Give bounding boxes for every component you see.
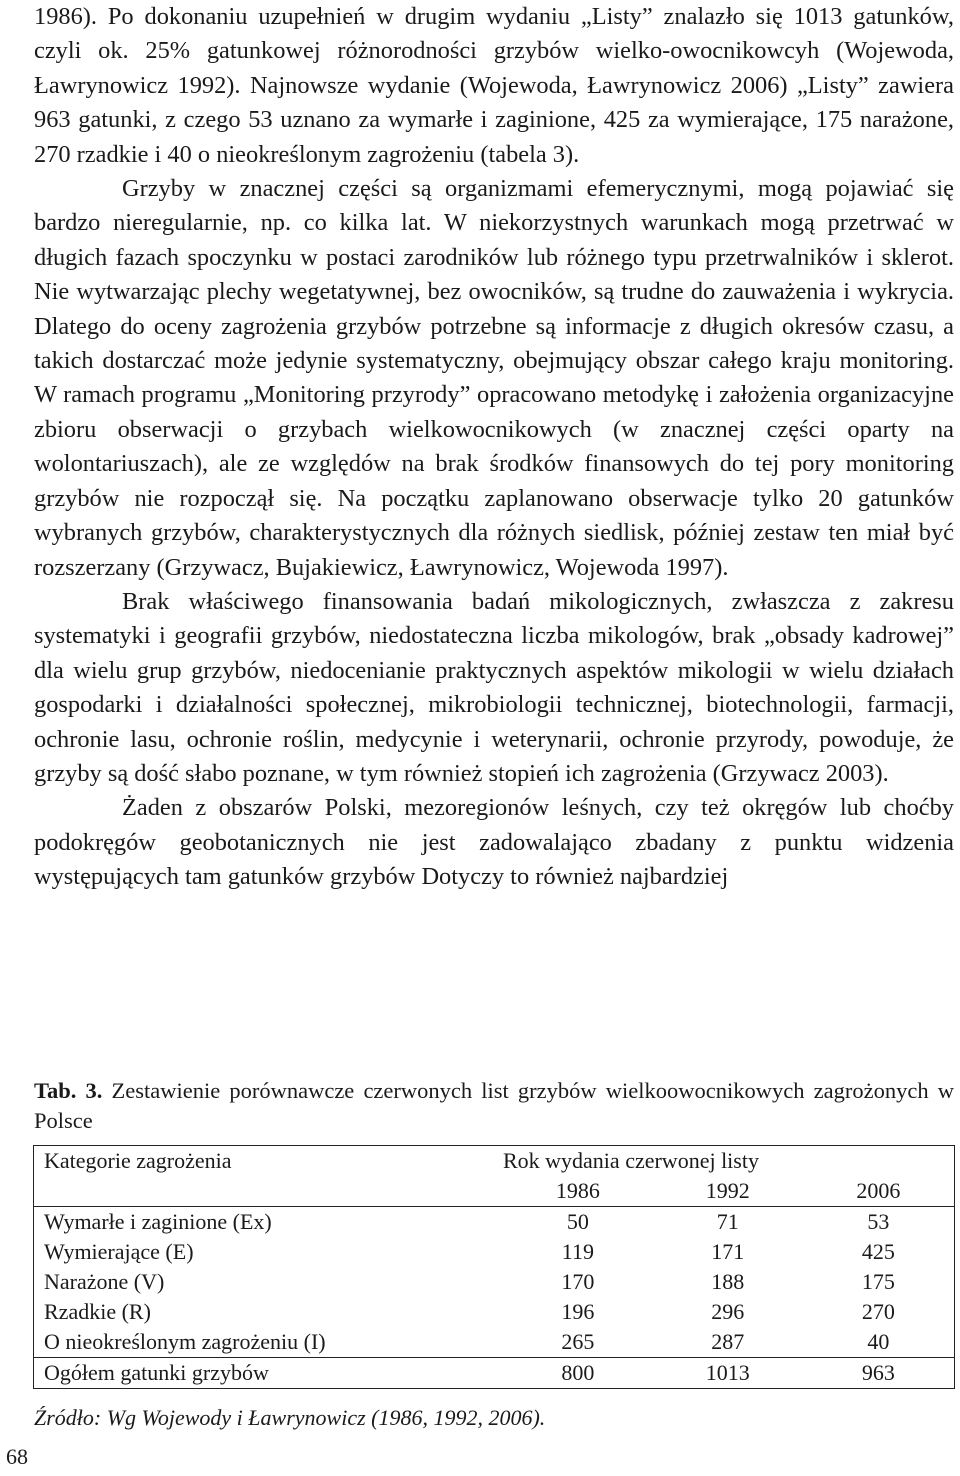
table-row bbox=[34, 1237, 955, 1267]
row-value: 175 bbox=[803, 1267, 955, 1297]
table-caption-text: Zestawienie porównawcze czerwonych list grzybów wielkoowocnikowych zagrożonych w Polsce bbox=[34, 1078, 954, 1133]
row-category: Narażone (V) bbox=[34, 1267, 503, 1297]
header-category: Kategorie zagrożenia bbox=[34, 1146, 503, 1177]
row-value: 425 bbox=[803, 1237, 955, 1267]
total-value: 1013 bbox=[653, 1358, 803, 1389]
table-source: Źródło: Wg Wojewody i Ławrynowicz (1986, 1992, 2006). bbox=[34, 1405, 546, 1430]
paragraph-2: Grzyby w znacznej części są organizmami efemerycznymi, mogą pojawiać się bardzo nieregularnie, np. co kilka lat. W niekorzystnych warunkach mogą przetrwać w długich fazach spoczynku w postaci zarodników lub różnego typu przetrwalników i sklerot. Nie wytwarzając plechy wegetatywnej, bez owocników, są trudne do zauważenia i wykrycia. Dlatego do oceny zagrożenia grzybów potrzebne są informacje z długich okresów czasu, a takich dostarczać może jedynie systematyczny, obejmujący obszar całego kraju monitoring. W ramach programu „Monitoring przyrody” opracowano metodykę i założenia organizacyjne zbioru obserwacji o grzybach wielkowocnikowych (w znacznej części oparty na wolontariuszach), ale ze względów na brak środków finansowych do tej pory monitoring grzybów nie rozpoczął się. Na początku zaplanowano obserwacje tylko 20 gatunków wybranych grzybów, charakterystycznych dla różnych siedlisk, później zestaw ten miał być rozszerzany (Grzywacz, Bujakiewicz, Ławrynowicz, Wojewoda 1997). bbox=[34, 175, 954, 581]
row-value: 196 bbox=[561, 1299, 595, 1324]
row-value: 71 bbox=[716, 1209, 739, 1234]
paragraph-3: Brak właściwego finansowania badań mikologicznych, zwłaszcza z zakresu systematyki i geografii grzybów, niedostateczna liczba mikologów, brak „obsady kadrowej” dla wielu grup grzybów, niedocenianie praktycznych aspektów mikologii w wielu działach gospodarki i działalności społecznej, mikrobiologii technicznej, biotechnologii, farmacji, ochronie lasu, ochronie roślin, medycynie i weterynarii, ochronie przyrody, powoduje, że grzyby są dość słabo poznane, w tym również stopień ich zagrożenia (Grzywacz 2003). bbox=[34, 587, 954, 787]
row-category: Wymierające (E) bbox=[34, 1237, 503, 1267]
row-value: 170 bbox=[561, 1269, 595, 1294]
table-row bbox=[34, 1267, 955, 1297]
year-1986: 1986 bbox=[503, 1176, 653, 1207]
row-category: Rzadkie (R) bbox=[34, 1297, 503, 1327]
row-value: 296 bbox=[711, 1299, 745, 1324]
table-caption bbox=[34, 1076, 954, 1136]
table-header-row bbox=[34, 1146, 955, 1177]
row-value: 188 bbox=[711, 1269, 745, 1294]
header-year bbox=[503, 1146, 955, 1177]
page-number: 68 bbox=[6, 1444, 28, 1469]
table-label: Tab. 3. bbox=[34, 1078, 103, 1103]
header-blank bbox=[34, 1176, 503, 1207]
row-value: 119 bbox=[561, 1239, 594, 1264]
table-row bbox=[34, 1327, 955, 1358]
row-value: 40 bbox=[803, 1327, 955, 1358]
table-row bbox=[34, 1207, 955, 1238]
row-value: 265 bbox=[561, 1329, 595, 1354]
total-value: 963 bbox=[803, 1358, 955, 1389]
row-category: Wymarłe i zaginione (Ex) bbox=[34, 1207, 503, 1238]
row-value: 171 bbox=[711, 1239, 745, 1264]
year-2006: 2006 bbox=[803, 1176, 955, 1207]
row-value: 287 bbox=[711, 1329, 745, 1354]
paragraph-4: Żaden z obszarów Polski, mezoregionów leśnych, czy też okręgów lub choćby podokręgów geobotanicznych nie jest zadowalająco zbadany z punktu widzenia występujących tam gatunków grzybów Dotyczy to również najbardziej bbox=[34, 794, 954, 891]
threat-table bbox=[33, 1145, 955, 1389]
paragraph-1: 1986). Po dokonaniu uzupełnień w drugim wydaniu „Listy” znalazło się 1013 gatunków, czyli ok. 25% gatunkowej różnorodności grzybów wielko-owocnikowcyh (Wojewoda, Ławrynowicz 1992). Najnowsze wydanie (Wojewoda, Ławrynowicz 2006) „Listy” zawiera 963 gatunki, z czego 53 uznano za wymarłe i zaginione, 425 za wymierające, 175 narażone, 270 rzadkie i 40 o nieokreślonym zagrożeniu (tabela 3). bbox=[34, 3, 954, 168]
table-row bbox=[34, 1297, 955, 1327]
table-years-row bbox=[34, 1176, 955, 1207]
document-body bbox=[34, 0, 954, 895]
total-category: Ogółem gatunki grzybów bbox=[34, 1358, 503, 1389]
row-category: O nieokreślonym zagrożeniu (I) bbox=[34, 1327, 503, 1358]
total-value: 800 bbox=[503, 1358, 653, 1389]
row-value: 270 bbox=[803, 1297, 955, 1327]
year-1992: 1992 bbox=[653, 1176, 803, 1207]
table-total-row bbox=[34, 1358, 955, 1389]
header-year-label: Rok wydania czerwonej listy bbox=[502, 1148, 759, 1173]
row-value: 53 bbox=[803, 1207, 955, 1238]
row-value: 50 bbox=[566, 1209, 589, 1234]
